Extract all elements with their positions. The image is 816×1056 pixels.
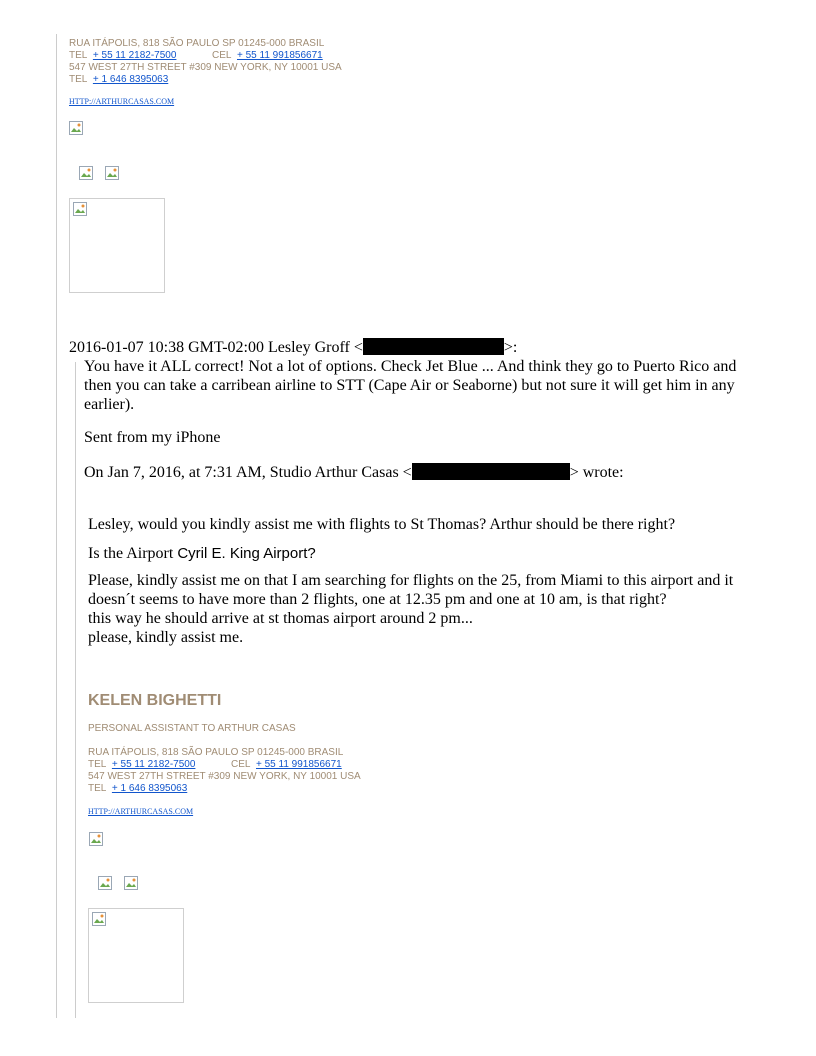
broken-image-icon xyxy=(73,202,87,216)
phone-line-brazil: TEL + 55 11 2182-7500 CEL + 55 11 991856671 xyxy=(69,50,323,61)
broken-image-icon xyxy=(69,121,83,135)
redacted-email xyxy=(412,463,570,480)
broken-image-icon xyxy=(105,166,119,180)
broken-image-icon xyxy=(98,876,112,890)
phone-link-brazil[interactable]: + 55 11 2182-7500 xyxy=(92,50,177,61)
phone-link-brazil[interactable]: + 55 11 2182-7500 xyxy=(111,759,196,770)
mobile-link-brazil[interactable]: + 55 11 991856671 xyxy=(237,50,323,61)
signature-bottom xyxy=(88,747,361,795)
broken-image-icon xyxy=(79,166,93,180)
address-usa: 547 WEST 27TH STREET #309 NEW YORK, NY 10001 USA xyxy=(88,771,361,782)
phone-link-usa[interactable]: + 1 646 8395063 xyxy=(111,783,188,794)
mobile-link-brazil[interactable]: + 55 11 991856671 xyxy=(256,759,342,770)
website-link-top[interactable]: HTTP://ARTHURCASAS.COM xyxy=(69,97,175,106)
website-link-bottom[interactable]: HTTP://ARTHURCASAS.COM xyxy=(88,807,194,816)
broken-image-icon xyxy=(124,876,138,890)
quote-bar-outer xyxy=(56,34,57,1018)
phone-line-usa: TEL + 1 646 8395063 xyxy=(88,783,188,794)
address-brazil: RUA ITÁPOLIS, 818 SÃO PAULO SP 01245-000 BRASIL xyxy=(69,38,325,49)
original-paragraph-1: Lesley, would you kindly assist me with flights to St Thomas? Arthur should be there right? xyxy=(88,516,676,533)
address-brazil: RUA ITÁPOLIS, 818 SÃO PAULO SP 01245-000 BRASIL xyxy=(88,747,344,758)
phone-link-usa[interactable]: + 1 646 8395063 xyxy=(92,74,169,85)
original-paragraph-2: Is the Airport Cyril E. King Airport? xyxy=(88,545,316,562)
image-placeholder xyxy=(69,198,165,293)
signature-name: KELEN BIGHETTI xyxy=(88,692,222,709)
signature-role: PERSONAL ASSISTANT TO ARTHUR CASAS xyxy=(88,723,296,734)
reply-body: You have it ALL correct! Not a lot of options. Check Jet Blue ... And think they go to Puerto Rico and then you can take a carribean airline to STT (Cape Air or Seaborne) but not sure it will get him in any earlier). xyxy=(84,358,737,413)
redacted-email xyxy=(363,338,504,355)
signature-top xyxy=(69,38,342,86)
sent-from: Sent from my iPhone xyxy=(84,429,221,446)
original-paragraph-3: Please, kindly assist me on that I am searching for flights on the 25, from Miami to this airport and it doesn´t seems to have more than 2 flights, one at 12.35 pm and one at 10 am, is that right? this way he should arrive at st thomas airport around 2 pm... please, kindly assist me. xyxy=(88,572,734,646)
reply-header: 2016-01-07 10:38 GMT-02:00 Lesley Groff < >: xyxy=(69,339,518,356)
phone-line-usa: TEL + 1 646 8395063 xyxy=(69,74,169,85)
quote-attribution: On Jan 7, 2016, at 7:31 AM, Studio Arthur Casas < > wrote: xyxy=(84,464,624,481)
phone-line-brazil: TEL + 55 11 2182-7500 CEL + 55 11 991856671 xyxy=(88,759,342,770)
quote-bar-inner xyxy=(75,362,76,1018)
address-usa: 547 WEST 27TH STREET #309 NEW YORK, NY 10001 USA xyxy=(69,62,342,73)
broken-image-icon xyxy=(92,912,106,926)
image-placeholder xyxy=(88,908,184,1003)
broken-image-icon xyxy=(89,832,103,846)
